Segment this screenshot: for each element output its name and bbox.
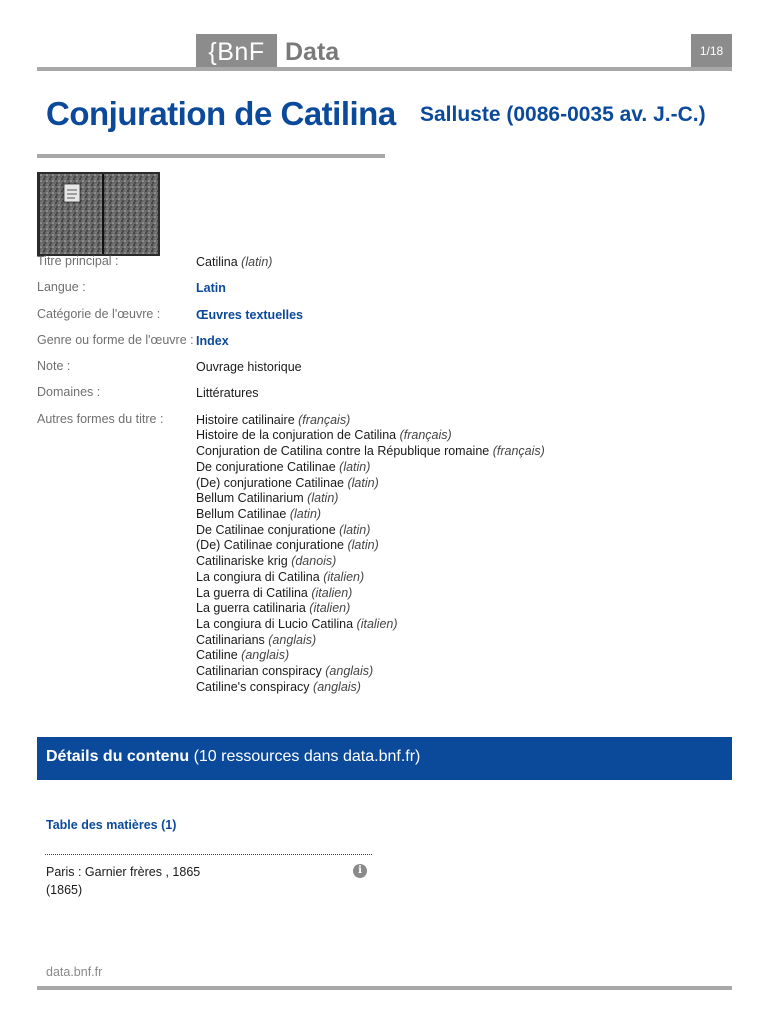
other-title-text: Catiline xyxy=(196,648,238,663)
resource-count[interactable]: (10 ressources dans data.bnf.fr) xyxy=(193,748,421,765)
other-title-text: (De) conjuratione Catilinae xyxy=(196,475,344,490)
field-note xyxy=(37,359,737,385)
toc-entry[interactable] xyxy=(46,863,200,899)
field-label: Langue : xyxy=(37,280,86,295)
other-title-text: La congiura di Catilina xyxy=(196,569,320,584)
other-title-item xyxy=(196,664,737,680)
field-autres-formes xyxy=(37,412,737,696)
page-indicator: 1/18 xyxy=(691,34,732,70)
table-of-contents-heading[interactable]: Table des matières (1) xyxy=(46,818,177,832)
other-title-text: Catilinariske krig xyxy=(196,554,288,569)
field-titre-principal xyxy=(37,254,737,280)
footer-site-name[interactable]: data.bnf.fr xyxy=(46,965,103,979)
other-title-item xyxy=(196,413,737,429)
other-title-text: Bellum Catilinarium xyxy=(196,491,304,506)
other-title-item xyxy=(196,538,737,554)
info-circle-icon[interactable]: i xyxy=(353,864,367,878)
other-title-text: Histoire catilinaire xyxy=(196,412,295,427)
field-label: Genre ou forme de l'œuvre : xyxy=(37,332,194,347)
field-langue xyxy=(37,280,737,306)
toc-entry-year: (1865) xyxy=(46,883,83,897)
other-title-language: (anglais) xyxy=(241,648,290,663)
toc-divider xyxy=(45,854,372,855)
other-title-text: Histoire de la conjuration de Catilina xyxy=(196,428,397,443)
other-title-text: (De) Catilinae conjuratione xyxy=(196,538,344,553)
main-title-value: Catilina xyxy=(196,255,238,269)
field-label: Titre principal : xyxy=(37,254,119,268)
toc-entry-publication: Paris : Garnier frères , 1865 xyxy=(46,865,201,879)
work-metadata xyxy=(37,254,737,695)
field-label: Catégorie de l'œuvre : xyxy=(37,306,161,321)
main-title-language: (latin) xyxy=(241,255,273,269)
other-title-item xyxy=(196,601,737,617)
footer-rule xyxy=(37,986,732,990)
other-title-language: (latin) xyxy=(307,491,339,506)
other-title-item xyxy=(196,460,737,476)
book-cover-thumbnail[interactable] xyxy=(37,172,160,256)
author-link[interactable]: Salluste (0086-0035 av. J.-C.) xyxy=(420,103,706,126)
other-title-language: (latin) xyxy=(339,522,371,537)
other-title-item xyxy=(196,444,737,460)
other-title-item xyxy=(196,554,737,570)
content-details-header xyxy=(37,737,732,780)
other-title-text: Catilinarians xyxy=(196,632,265,647)
other-title-language: (italien) xyxy=(311,585,353,600)
other-title-text: La guerra catilinaria xyxy=(196,601,306,616)
other-title-item xyxy=(196,476,737,492)
other-title-item xyxy=(196,680,737,696)
brand-data-label: Data xyxy=(285,38,340,66)
other-title-language: (anglais) xyxy=(268,632,317,647)
other-title-text: Catilinarian conspiracy xyxy=(196,664,322,679)
other-title-text: De conjuratione Catilinae xyxy=(196,459,336,474)
field-label: Domaines : xyxy=(37,385,101,400)
other-title-text: Bellum Catilinae xyxy=(196,507,287,521)
bnf-logo[interactable]: {BnF xyxy=(196,34,277,70)
other-title-language: (latin) xyxy=(347,475,379,490)
other-title-item xyxy=(196,617,737,633)
category-link[interactable]: Œuvres textuelles xyxy=(196,307,303,322)
field-value xyxy=(196,254,737,271)
other-title-language: (latin) xyxy=(347,538,379,553)
other-titles-list xyxy=(196,412,737,696)
other-title-item xyxy=(196,586,737,602)
genre-link[interactable]: Index xyxy=(196,333,229,348)
other-title-text: De Catilinae conjuratione xyxy=(196,522,336,537)
other-title-text: La congiura di Lucio Catilina xyxy=(196,616,354,631)
section-heading: Détails du contenu xyxy=(46,748,190,765)
other-title-language: (italien) xyxy=(309,601,351,616)
other-title-language: (italien) xyxy=(323,569,365,584)
other-title-text: Conjuration de Catilina contre la République romaine xyxy=(196,444,490,459)
language-link[interactable]: Latin xyxy=(196,281,226,296)
field-label: Note : xyxy=(37,359,71,374)
other-title-item xyxy=(196,428,737,444)
note-value: Ouvrage historique xyxy=(196,360,302,375)
field-domaines xyxy=(37,385,737,411)
other-title-item xyxy=(196,633,737,649)
field-label: Autres formes du titre : xyxy=(37,411,164,426)
other-title-language: (anglais) xyxy=(325,664,374,679)
other-title-item xyxy=(196,491,737,507)
field-categorie xyxy=(37,307,737,333)
other-title-language: (italien) xyxy=(356,616,398,631)
other-title-language: (anglais) xyxy=(313,679,361,694)
title-divider xyxy=(37,154,385,158)
field-genre xyxy=(37,333,737,359)
other-title-language: (français) xyxy=(298,412,351,427)
header-rule xyxy=(37,67,732,71)
other-title-text: La guerra di Catilina xyxy=(196,585,308,600)
domain-value: Littératures xyxy=(196,386,259,401)
other-title-language: (latin) xyxy=(289,507,322,521)
other-title-item xyxy=(196,507,737,523)
other-title-text: Catiline's conspiracy xyxy=(196,679,310,694)
other-title-language: (danois) xyxy=(291,554,337,569)
other-title-language: (français) xyxy=(492,444,545,459)
page-title: Conjuration de Catilina xyxy=(46,95,396,132)
other-title-language: (latin) xyxy=(339,459,371,474)
other-title-item xyxy=(196,523,737,539)
other-title-item xyxy=(196,648,737,664)
other-title-item xyxy=(196,570,737,586)
other-title-language: (français) xyxy=(399,428,452,443)
